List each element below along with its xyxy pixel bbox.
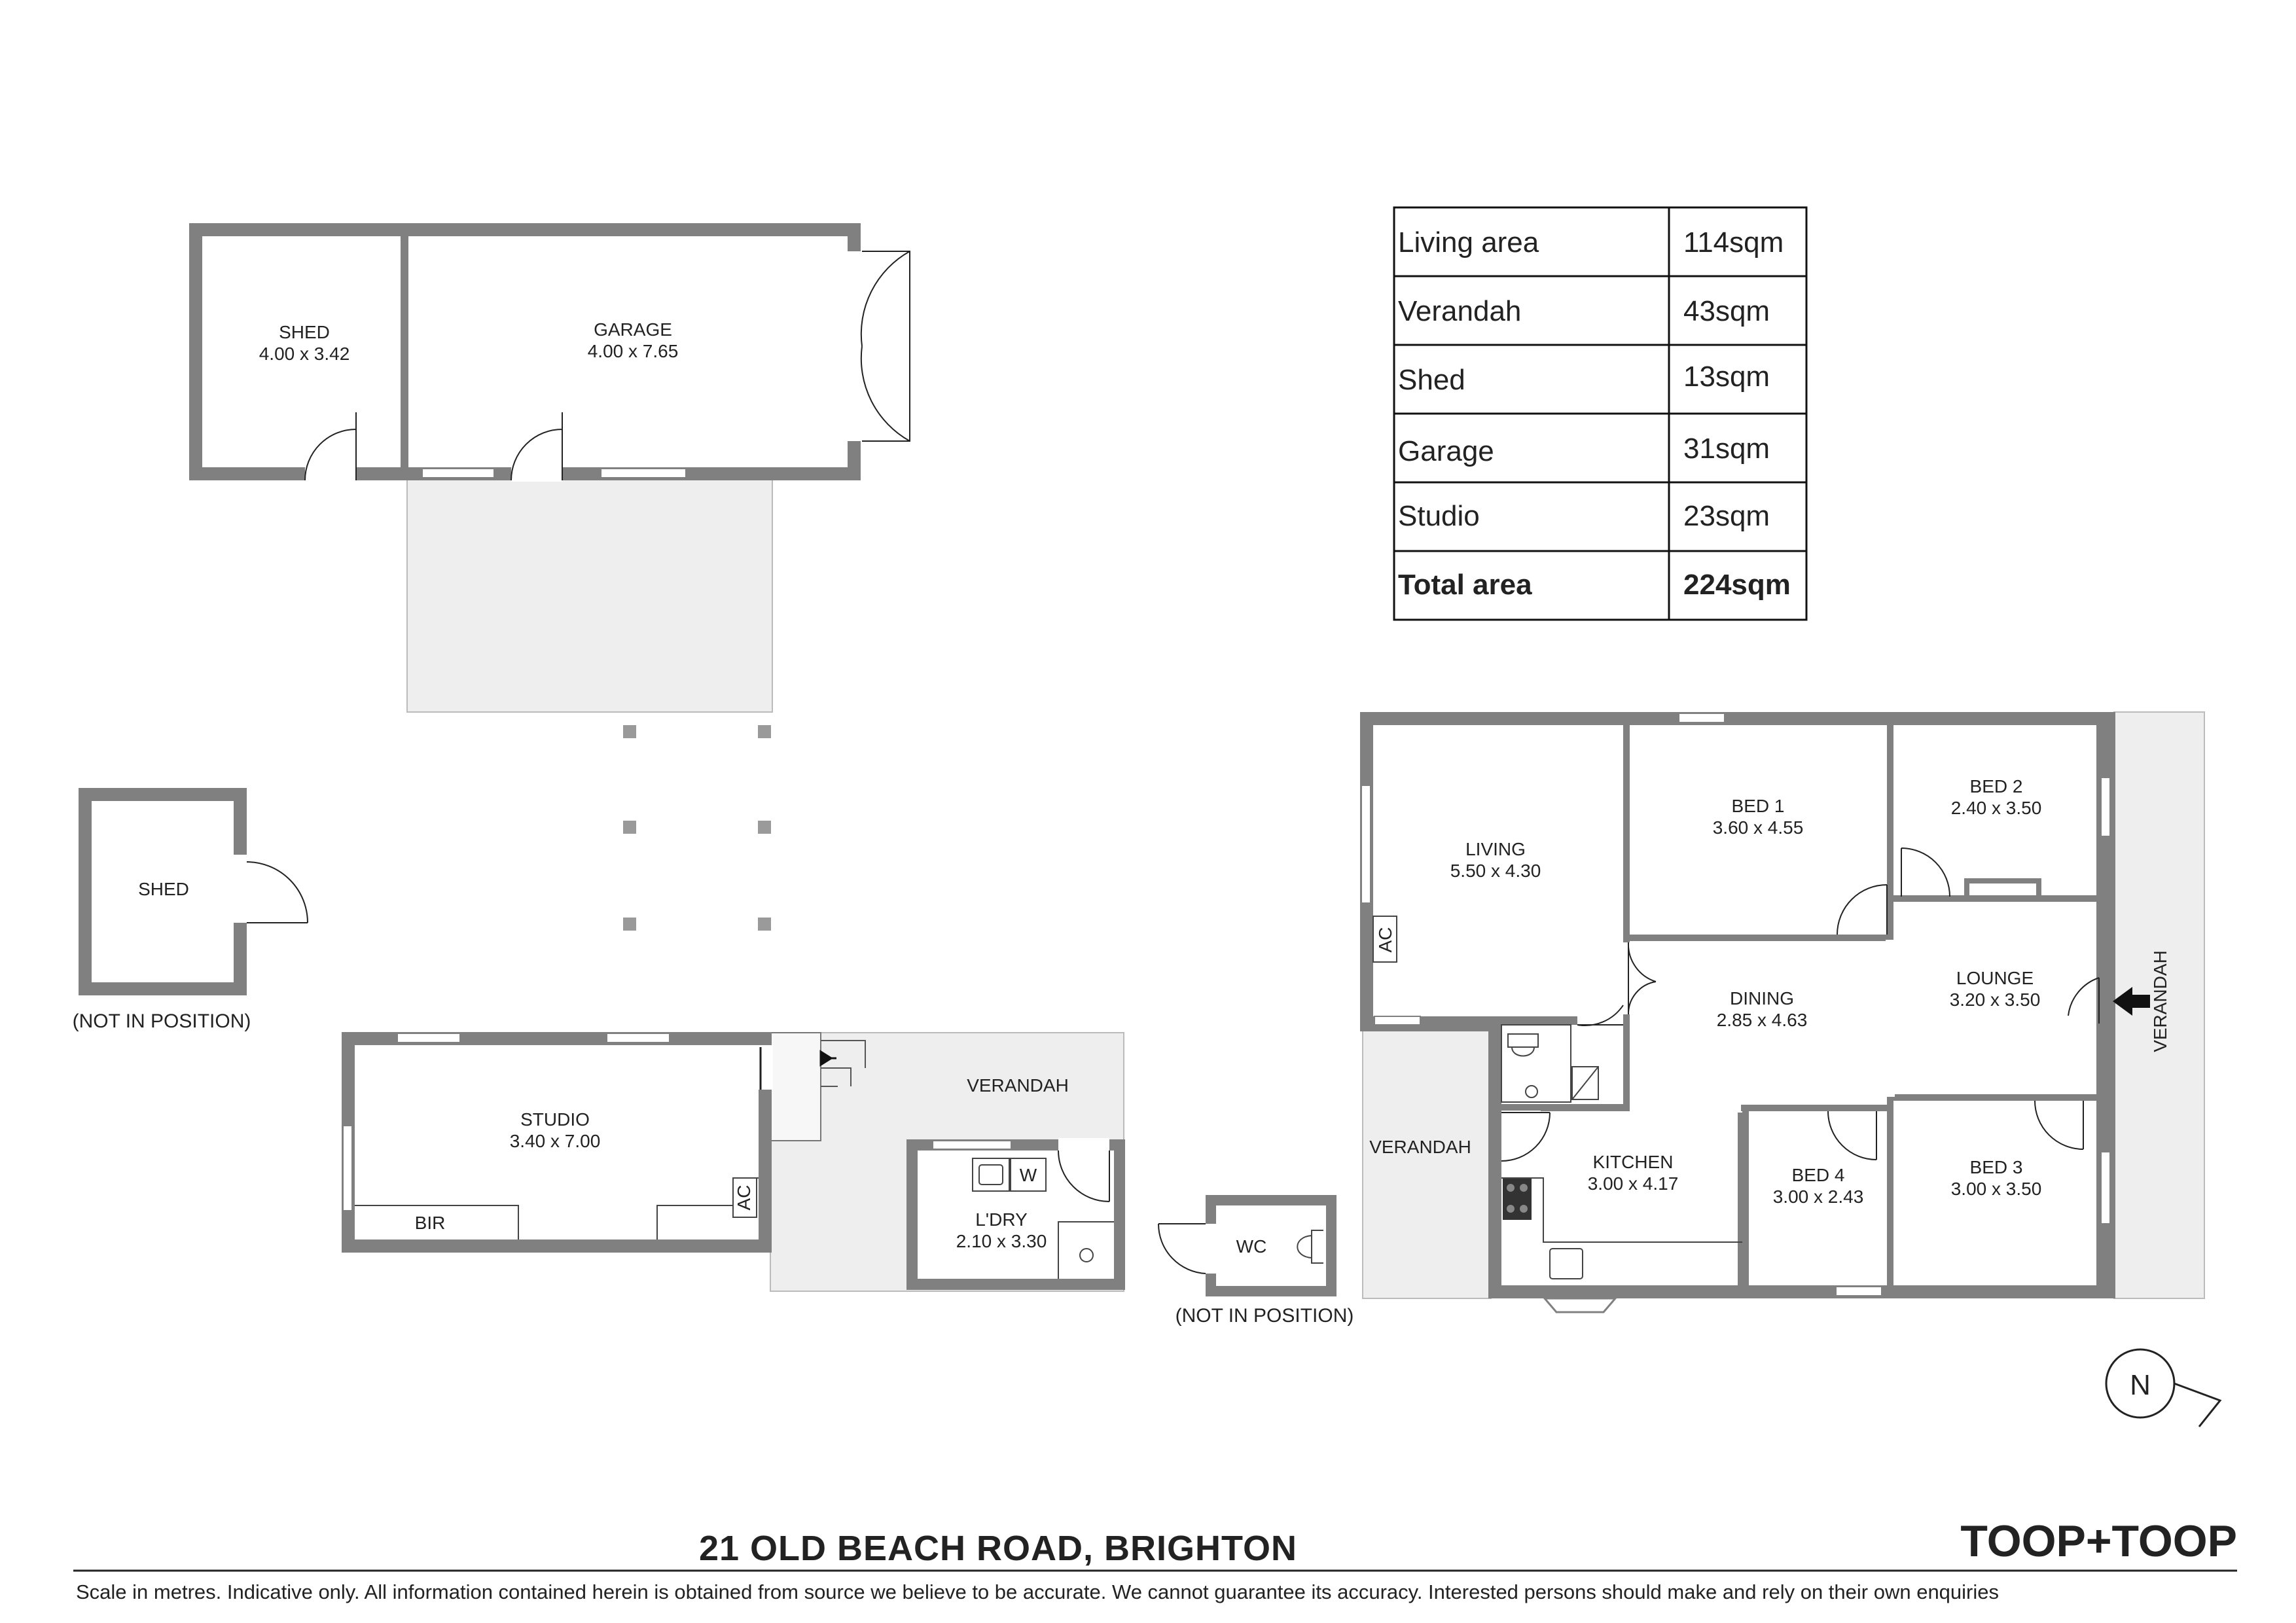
laundry-window [933, 1141, 1011, 1149]
kitchen-floor [1501, 1111, 1742, 1285]
bathroom-floor [1501, 1025, 1571, 1102]
burner [1520, 1184, 1528, 1192]
disclaimer: Scale in metres. Indicative only. All information contained herein is obtained from source we believe to be accurate. We cannot guarantee its accuracy. Interested persons should make and rely on their own enquiries [76, 1580, 2000, 1603]
bed2-dims: 2.40 x 3.50 [1950, 798, 2042, 818]
wc-door-opening [1204, 1224, 1217, 1274]
shed-door-opening [305, 466, 356, 482]
verandah-east-label: VERANDAH [2150, 950, 2170, 1052]
garage-name: GARAGE [594, 319, 672, 340]
studio-dims: 3.40 x 7.00 [509, 1131, 601, 1151]
area-label-studio: Studio [1398, 500, 1480, 532]
main-house [1360, 712, 2204, 1312]
bed2-window [2101, 777, 2110, 836]
area-value-verandah: 43sqm [1683, 295, 1770, 327]
shed-main-dims: 4.00 x 3.42 [259, 344, 350, 364]
wc-label: WC [1236, 1236, 1267, 1257]
bed3-window [2101, 1152, 2110, 1224]
bed1-dims: 3.60 x 4.55 [1712, 817, 1804, 838]
living-ac-label: AC [1375, 927, 1395, 953]
area-value-garage: 31sqm [1683, 433, 1770, 465]
wc-block [1158, 1195, 1354, 1327]
area-value-living: 114sqm [1683, 226, 1784, 259]
bed3-name: BED 3 [1969, 1157, 2023, 1177]
wc-floor [1216, 1205, 1326, 1286]
post [623, 821, 636, 834]
north-compass-icon [2106, 1349, 2220, 1427]
small-shed-note: (NOT IN POSITION) [72, 1010, 251, 1032]
post [758, 821, 771, 834]
cooktop-icon [1503, 1178, 1532, 1220]
kitchen-name: KITCHEN [1592, 1152, 1674, 1172]
living-window-west [1361, 785, 1371, 903]
area-table [1394, 207, 1806, 620]
bed3-dims: 3.00 x 3.50 [1950, 1179, 2042, 1199]
lounge-name: LOUNGE [1956, 968, 2034, 988]
studio-block [342, 1032, 1125, 1291]
studio-window-2 [607, 1033, 670, 1043]
garage-dims: 4.00 x 7.65 [587, 341, 679, 361]
garage-window-2 [601, 469, 686, 478]
area-label-shed: Shed [1398, 364, 1465, 396]
small-shed-door-swing-icon [247, 862, 308, 923]
steps [770, 1033, 821, 1141]
burner [1507, 1184, 1515, 1192]
garage-door-opening [848, 251, 862, 441]
bir-label: BIR [414, 1213, 446, 1233]
area-label-verandah: Verandah [1398, 295, 1522, 327]
post [758, 918, 771, 931]
garage-window-1 [422, 469, 494, 478]
area-value-studio: 23sqm [1683, 500, 1770, 532]
bed1-window [1679, 713, 1725, 722]
small-shed-name: SHED [138, 879, 189, 899]
garage-door-swing-icon [861, 251, 910, 441]
studio-verandah-label: VERANDAH [967, 1075, 1069, 1096]
pergola-posts [623, 725, 771, 931]
kitchen-sink-icon [1550, 1249, 1583, 1279]
area-label-total: Total area [1398, 569, 1532, 601]
footer [73, 1516, 2237, 1603]
wc-door-swing-icon [1158, 1224, 1206, 1274]
post [623, 918, 636, 931]
area-value-shed: 13sqm [1683, 361, 1770, 393]
paving-area [407, 479, 772, 712]
studio-name: STUDIO [520, 1109, 590, 1130]
dining-kitchen-opening [1630, 1102, 1741, 1113]
laundry-door-opening [1058, 1138, 1109, 1152]
shed-main-name: SHED [279, 322, 330, 342]
post [758, 725, 771, 738]
outbuilding-shed-garage [189, 223, 910, 712]
studio-window-1 [397, 1033, 460, 1043]
bed4-window [1836, 1287, 1882, 1296]
verandah-west-label: VERANDAH [1369, 1137, 1471, 1157]
laundry-dims: 2.10 x 3.30 [956, 1231, 1047, 1251]
post [623, 725, 636, 738]
living-dims: 5.50 x 4.30 [1450, 861, 1541, 881]
kitchen-bay-window [1545, 1298, 1615, 1312]
studio-ac-label: AC [734, 1185, 754, 1211]
bed4-name: BED 4 [1791, 1165, 1845, 1185]
lounge-dims: 3.20 x 3.50 [1949, 990, 2041, 1010]
laundry-tub-bowl [979, 1165, 1003, 1185]
area-label-garage: Garage [1398, 435, 1494, 467]
studio-window-west [343, 1126, 352, 1211]
bed2-name: BED 2 [1969, 776, 2023, 796]
area-value-total: 224sqm [1683, 569, 1791, 601]
burner [1520, 1205, 1528, 1213]
area-label-living: Living area [1398, 226, 1539, 259]
garage-side-door-opening [511, 466, 562, 482]
compass-letter: N [2130, 1369, 2151, 1401]
washer-label: W [1019, 1165, 1037, 1185]
burner [1507, 1205, 1515, 1213]
kitchen-dims: 3.00 x 4.17 [1587, 1173, 1679, 1194]
wc-note: (NOT IN POSITION) [1175, 1305, 1354, 1327]
small-shed-door-opening [232, 855, 248, 923]
brand-logo: TOOP+TOOP [1960, 1516, 2237, 1566]
dining-name: DINING [1730, 988, 1794, 1008]
property-address: 21 OLD BEACH ROAD, BRIGHTON [698, 1529, 1298, 1568]
compass-arrow-icon [2174, 1383, 2220, 1427]
laundry-name: L'DRY [975, 1209, 1028, 1230]
living-name: LIVING [1465, 839, 1526, 859]
verandah-west [1363, 1029, 1491, 1298]
dining-dims: 2.85 x 4.63 [1716, 1010, 1808, 1030]
living-window-south [1374, 1016, 1420, 1025]
bed1-name: BED 1 [1731, 796, 1785, 816]
small-shed [73, 788, 308, 1032]
bed4-dims: 3.00 x 2.43 [1772, 1186, 1864, 1207]
dining-lounge-opening [1886, 940, 1895, 1097]
